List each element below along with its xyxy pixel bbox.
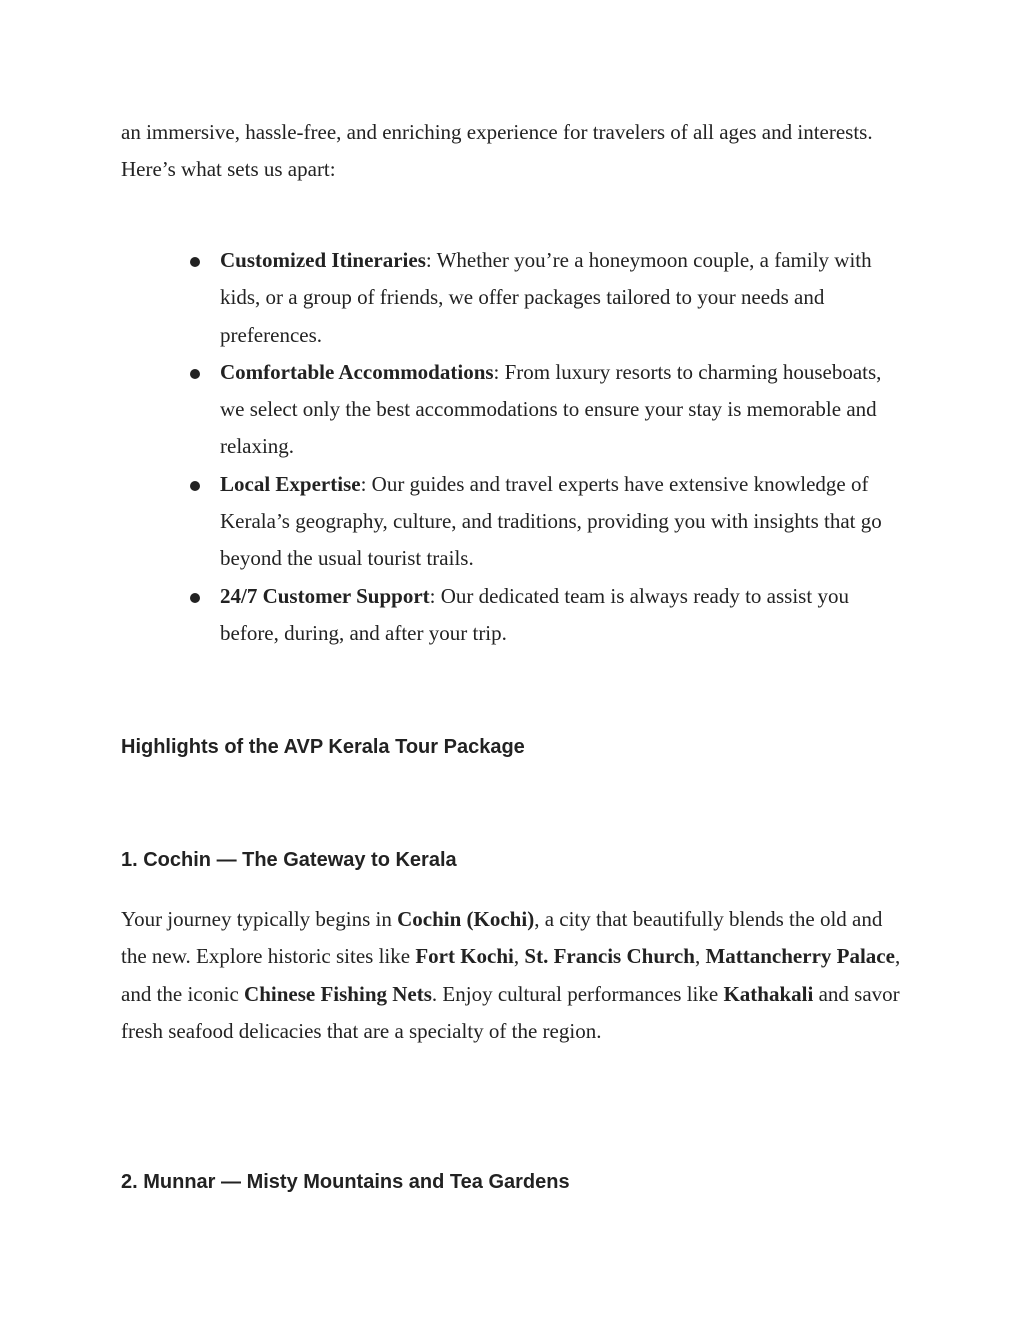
intro-paragraph: an immersive, hassle-free, and enriching experience for travelers of all ages and interests. Here’s what sets us apart: bbox=[121, 120, 873, 182]
feature-text: : Our guides and travel experts have extensive knowledge of Kerala’s geography, culture, and traditions, providing you with insights that go beyond the usual tourist trails. bbox=[220, 471, 882, 571]
cochin-text: , bbox=[513, 944, 525, 969]
list-item bbox=[188, 466, 908, 578]
cochin-highlight: Kathakali bbox=[723, 981, 814, 1006]
cochin-text: , a city that beautifully blends the old and the new. Explore historic sites like bbox=[121, 907, 883, 969]
list-item bbox=[188, 578, 908, 653]
section-heading-munnar: 2. Munnar — Misty Mountains and Tea Gardens bbox=[121, 1171, 570, 1193]
feature-title: 24/7 Customer Support bbox=[220, 583, 430, 608]
cochin-text: , and the iconic bbox=[121, 944, 901, 1006]
cochin-highlight: Chinese Fishing Nets bbox=[244, 981, 432, 1006]
cochin-highlight: Fort Kochi bbox=[415, 944, 514, 969]
features-list bbox=[188, 242, 908, 652]
cochin-text: , bbox=[694, 944, 706, 969]
bullet-icon bbox=[190, 593, 200, 603]
section-heading-cochin: 1. Cochin — The Gateway to Kerala bbox=[121, 849, 457, 871]
bullet-icon bbox=[190, 481, 200, 491]
cochin-highlight: St. Francis Church bbox=[524, 944, 695, 969]
cochin-highlight: Cochin (Kochi) bbox=[397, 907, 535, 931]
bullet-icon bbox=[190, 257, 200, 267]
feature-title: Local Expertise bbox=[220, 471, 361, 496]
cochin-paragraph bbox=[121, 901, 911, 1050]
cochin-text: Your journey typically begins in bbox=[121, 907, 398, 931]
feature-title: Customized Itineraries bbox=[220, 248, 426, 272]
feature-text: : Our dedicated team is always ready to assist you before, during, and after your trip. bbox=[220, 583, 849, 645]
list-item bbox=[188, 242, 908, 354]
feature-text: : Whether you’re a honeymoon couple, a family with kids, or a group of friends, we offer packages tailored to your needs and preferences. bbox=[220, 248, 872, 347]
feature-title: Comfortable Accommodations bbox=[220, 359, 494, 384]
cochin-text: . Enjoy cultural performances like bbox=[431, 981, 724, 1006]
bullet-icon bbox=[190, 369, 200, 379]
cochin-text: and savor fresh seafood delicacies that are a specialty of the region. bbox=[121, 981, 900, 1043]
list-item bbox=[188, 354, 908, 466]
section-heading-highlights: Highlights of the AVP Kerala Tour Package bbox=[121, 736, 525, 758]
cochin-highlight: Mattancherry Palace bbox=[705, 944, 895, 969]
feature-text: : From luxury resorts to charming houseboats, we select only the best accommodations to ensure your stay is memorable and relaxing. bbox=[220, 359, 882, 459]
